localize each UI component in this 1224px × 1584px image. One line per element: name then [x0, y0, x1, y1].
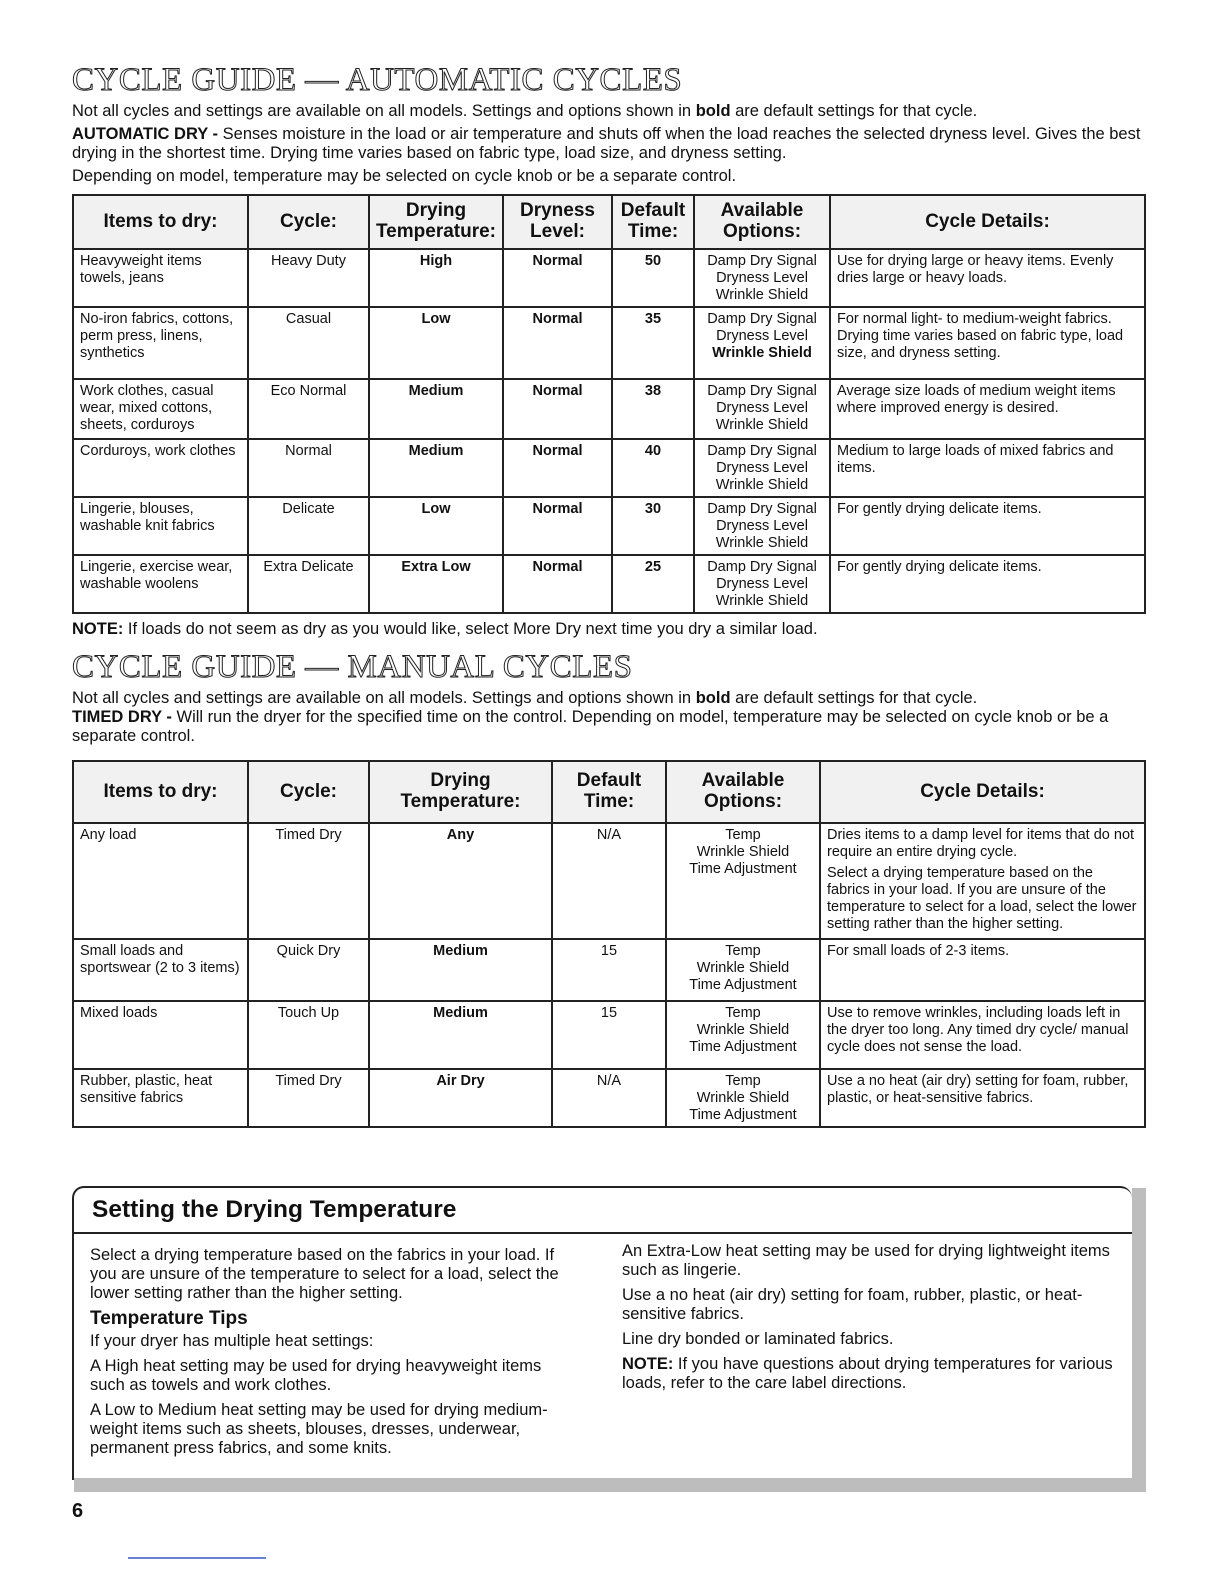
- temp-cell: Low: [369, 307, 503, 379]
- option: Wrinkle Shield: [715, 593, 809, 609]
- temp-text: A Low to Medium heat setting may be used for drying medium-weight items such as sheets, blouses, dresses, underwear, permanent press fabrics, and some knits.: [90, 1401, 548, 1457]
- option: Wrinkle Shield: [715, 535, 809, 551]
- header-temp: Drying Temperature:: [369, 761, 552, 823]
- auto-intro-1b: are default settings for that cycle.: [730, 102, 978, 120]
- auto-intro-2: [72, 125, 1144, 163]
- option: Temp: [725, 943, 761, 959]
- table-row: [73, 1001, 1145, 1069]
- manual-intro-1: [72, 689, 1144, 708]
- header-options: Available Options:: [694, 195, 830, 249]
- temp-cell: High: [369, 249, 503, 307]
- options-cell: [666, 823, 820, 939]
- option: Wrinkle Shield: [696, 960, 790, 976]
- cycle-cell: Timed Dry: [248, 823, 369, 939]
- auto-intro-1: [72, 102, 1144, 121]
- temperature-left-column: [90, 1246, 580, 1464]
- table-row: [73, 823, 1145, 939]
- cycle-cell: Timed Dry: [248, 1069, 369, 1127]
- temperature-header: [74, 1188, 1132, 1234]
- option: Wrinkle Shield: [696, 1090, 790, 1106]
- time-cell: 15: [552, 1001, 666, 1069]
- dryness-cell: Normal: [503, 439, 612, 497]
- header-temp: Drying Temperature:: [369, 195, 503, 249]
- box-shadow-bottom: [74, 1478, 1146, 1492]
- items-cell: Any load: [73, 823, 248, 939]
- temperature-tips-title: Temperature Tips: [90, 1308, 248, 1329]
- options-cell: [694, 555, 830, 613]
- temp-text: Line dry bonded or laminated fabrics.: [622, 1330, 894, 1348]
- footer-rule: [128, 1557, 266, 1559]
- cycle-cell: Quick Dry: [248, 939, 369, 1001]
- option: Wrinkle Shield: [696, 1022, 790, 1038]
- temperature-right-column: [622, 1242, 1122, 1399]
- option: Dryness Level: [716, 400, 808, 416]
- table-row: [73, 497, 1145, 555]
- time-cell: 40: [612, 439, 694, 497]
- temp-cell: Medium: [369, 1001, 552, 1069]
- header-dryness: Dryness Level:: [503, 195, 612, 249]
- header-time: Default Time:: [612, 195, 694, 249]
- cycle-cell: Eco Normal: [248, 379, 369, 439]
- option: Wrinkle Shield: [715, 287, 809, 303]
- manual-intro-bold: bold: [695, 689, 731, 707]
- table-row: [73, 1069, 1145, 1127]
- time-cell: 35: [612, 307, 694, 379]
- auto-intro-bold: bold: [695, 102, 731, 120]
- cycle-cell: Delicate: [248, 497, 369, 555]
- table-row: [73, 307, 1145, 379]
- dryness-cell: Normal: [503, 555, 612, 613]
- temp-cell: Medium: [369, 939, 552, 1001]
- option: Temp: [725, 827, 761, 843]
- option: Dryness Level: [716, 576, 808, 592]
- option: Time Adjustment: [689, 977, 797, 993]
- cycle-cell: Casual: [248, 307, 369, 379]
- details-cell: For small loads of 2-3 items.: [820, 939, 1145, 1001]
- time-cell: 15: [552, 939, 666, 1001]
- dryness-cell: Normal: [503, 249, 612, 307]
- time-cell: 50: [612, 249, 694, 307]
- header-time: Default Time:: [552, 761, 666, 823]
- option: Damp Dry Signal: [707, 443, 817, 459]
- cycle-cell: Normal: [248, 439, 369, 497]
- option: Dryness Level: [716, 328, 808, 344]
- option: Damp Dry Signal: [707, 559, 817, 575]
- header-cycle: Cycle:: [248, 195, 369, 249]
- options-cell: [666, 1001, 820, 1069]
- items-cell: Rubber, plastic, heat sensitive fabrics: [73, 1069, 248, 1127]
- temp-text: An Extra-Low heat setting may be used for drying lightweight items such as lingerie.: [622, 1242, 1110, 1279]
- header-details: Cycle Details:: [830, 195, 1145, 249]
- manual-intro-1a: Not all cycles and settings are available on all models. Settings and options shown in: [72, 689, 696, 707]
- header-details: Cycle Details:: [820, 761, 1145, 823]
- note-text: If you have questions about drying temperatures for various loads, refer to the care label directions.: [622, 1355, 1113, 1392]
- details-cell: For gently drying delicate items.: [830, 497, 1145, 555]
- time-cell: N/A: [552, 1069, 666, 1127]
- note-label: NOTE:: [72, 620, 124, 638]
- manual-intro-2: [72, 708, 1144, 746]
- options-cell: [694, 249, 830, 307]
- option: Wrinkle Shield: [712, 345, 812, 361]
- items-cell: No-iron fabrics, cottons, perm press, linens, synthetics: [73, 307, 248, 379]
- temp-text: Select a drying temperature based on the fabrics in your load. If you are unsure of the temperature to select for a load, select the lower setting rather than the higher setting.: [90, 1246, 559, 1302]
- auto-table: [72, 194, 1146, 614]
- cycle-cell: Heavy Duty: [248, 249, 369, 307]
- header-cycle: Cycle:: [248, 761, 369, 823]
- table-row: [73, 939, 1145, 1001]
- temp-cell: Any: [369, 823, 552, 939]
- option: Damp Dry Signal: [707, 253, 817, 269]
- header-options: Available Options:: [666, 761, 820, 823]
- details-cell: Use for drying large or heavy items. Evenly dries large or heavy loads.: [830, 249, 1145, 307]
- temp-text: Use a no heat (air dry) setting for foam, rubber, plastic, or heat-sensitive fabrics.: [622, 1286, 1083, 1323]
- auto-dry-text: Senses moisture in the load or air temperature and shuts off when the load reaches the selected dryness level. Gives the best drying in the shortest time. Drying time varies based on fabric type, load size, and dryness setting.: [72, 125, 1141, 162]
- options-cell: [694, 439, 830, 497]
- temperature-title: Setting the Drying Temperature: [92, 1196, 457, 1223]
- option: Damp Dry Signal: [707, 311, 817, 327]
- option: Time Adjustment: [689, 1039, 797, 1055]
- auto-intro-3: Depending on model, temperature may be selected on cycle knob or be a separate control.: [72, 167, 737, 185]
- details-cell: Average size loads of medium weight items where improved energy is desired.: [830, 379, 1145, 439]
- temp-text: A High heat setting may be used for drying heavyweight items such as towels and work clothes.: [90, 1357, 542, 1394]
- details-cell: [820, 823, 1145, 939]
- details-cell: For gently drying delicate items.: [830, 555, 1145, 613]
- auto-title: CYCLE GUIDE — AUTOMATIC CYCLES: [72, 62, 683, 98]
- auto-header-row: [73, 195, 1145, 249]
- option: Time Adjustment: [689, 861, 797, 877]
- temp-cell: Low: [369, 497, 503, 555]
- table-row: [73, 439, 1145, 497]
- box-shadow-right: [1132, 1188, 1146, 1480]
- time-cell: 38: [612, 379, 694, 439]
- items-cell: Heavyweight items towels, jeans: [73, 249, 248, 307]
- items-cell: Lingerie, blouses, washable knit fabrics: [73, 497, 248, 555]
- timed-dry-text: Will run the dryer for the specified time on the control. Depending on model, temperature may be selected on cycle knob or be a separate control.: [72, 708, 1109, 745]
- dryness-cell: Normal: [503, 497, 612, 555]
- page: [72, 62, 1144, 1128]
- option: Wrinkle Shield: [715, 417, 809, 433]
- details-text: Select a drying temperature based on the fabrics in your load. If you are unsure of the temperature to select for a load, select the lower setting rather than the higher setting.: [827, 865, 1137, 932]
- timed-dry-label: TIMED DRY -: [72, 708, 172, 726]
- header-items: Items to dry:: [73, 195, 248, 249]
- cycle-cell: Extra Delicate: [248, 555, 369, 613]
- temp-cell: Extra Low: [369, 555, 503, 613]
- table-row: [73, 379, 1145, 439]
- option: Time Adjustment: [689, 1107, 797, 1123]
- temp-cell: Medium: [369, 379, 503, 439]
- items-cell: Lingerie, exercise wear, washable woolens: [73, 555, 248, 613]
- time-cell: N/A: [552, 823, 666, 939]
- option: Damp Dry Signal: [707, 501, 817, 517]
- time-cell: 30: [612, 497, 694, 555]
- temp-cell: Medium: [369, 439, 503, 497]
- table-row: [73, 555, 1145, 613]
- manual-header-row: [73, 761, 1145, 823]
- manual-intro-1b: are default settings for that cycle.: [730, 689, 978, 707]
- option: Dryness Level: [716, 270, 808, 286]
- page-number: 6: [72, 1500, 84, 1522]
- items-cell: Work clothes, casual wear, mixed cottons, sheets, corduroys: [73, 379, 248, 439]
- temp-cell: Air Dry: [369, 1069, 552, 1127]
- details-text: Dries items to a damp level for items that do not require an entire drying cycle.: [827, 827, 1135, 860]
- option: Temp: [725, 1073, 761, 1089]
- table-row: [73, 249, 1145, 307]
- details-cell: Medium to large loads of mixed fabrics and items.: [830, 439, 1145, 497]
- cycle-cell: Touch Up: [248, 1001, 369, 1069]
- options-cell: [666, 939, 820, 1001]
- items-cell: Mixed loads: [73, 1001, 248, 1069]
- items-cell: Corduroys, work clothes: [73, 439, 248, 497]
- option: Dryness Level: [716, 460, 808, 476]
- details-cell: For normal light- to medium-weight fabrics. Drying time varies based on fabric type, load size, and dryness setting.: [830, 307, 1145, 379]
- option: Wrinkle Shield: [696, 844, 790, 860]
- manual-table: [72, 760, 1146, 1128]
- details-cell: Use a no heat (air dry) setting for foam, rubber, plastic, or heat-sensitive fabrics.: [820, 1069, 1145, 1127]
- time-cell: 25: [612, 555, 694, 613]
- note-label: NOTE:: [622, 1355, 674, 1373]
- auto-dry-label: AUTOMATIC DRY -: [72, 125, 219, 143]
- temp-note: [622, 1355, 1122, 1393]
- auto-note: [72, 620, 1144, 639]
- temp-text: If your dryer has multiple heat settings:: [90, 1332, 374, 1350]
- options-cell: [694, 379, 830, 439]
- options-cell: [694, 497, 830, 555]
- options-cell: [666, 1069, 820, 1127]
- options-cell: [694, 307, 830, 379]
- option: Temp: [725, 1005, 761, 1021]
- details-cell: Use to remove wrinkles, including loads left in the dryer too long. Any timed dry cycle/ manual cycle does not sense the load.: [820, 1001, 1145, 1069]
- temperature-box: [72, 1186, 1132, 1480]
- items-cell: Small loads and sportswear (2 to 3 items): [73, 939, 248, 1001]
- header-items: Items to dry:: [73, 761, 248, 823]
- manual-title: CYCLE GUIDE — MANUAL CYCLES: [72, 649, 633, 685]
- option: Dryness Level: [716, 518, 808, 534]
- dryness-cell: Normal: [503, 379, 612, 439]
- option: Damp Dry Signal: [707, 383, 817, 399]
- auto-intro-1a: Not all cycles and settings are available on all models. Settings and options shown in: [72, 102, 696, 120]
- dryness-cell: Normal: [503, 307, 612, 379]
- note-text: If loads do not seem as dry as you would like, select More Dry next time you dry a similar load.: [123, 620, 818, 638]
- option: Wrinkle Shield: [715, 477, 809, 493]
